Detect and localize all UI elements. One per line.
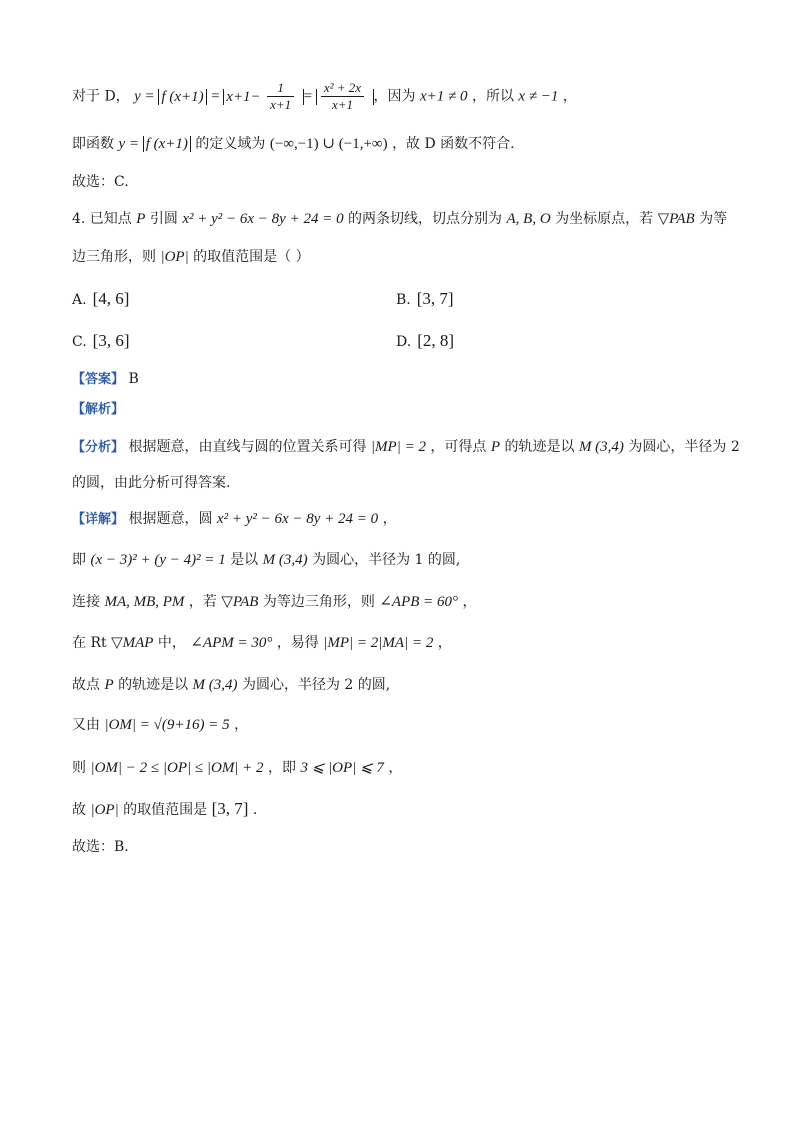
abs-fx: f (x+1) — [158, 89, 206, 105]
option-b-value: [3, 7] — [416, 289, 454, 308]
xj-l4-angle: ∠APM = 30° — [190, 635, 273, 651]
fenxi-m: M (3,4) — [578, 439, 624, 455]
fenxi-text-1: 根据题意，由直线与圆的位置关系可得 — [128, 439, 371, 455]
option-c-value: [3, 6] — [92, 331, 130, 350]
option-b — [396, 288, 454, 311]
xj-l4-end: ， — [437, 635, 452, 651]
xj-l8-end: . — [252, 802, 258, 818]
option-b-label: B. — [396, 292, 411, 308]
domain-line — [72, 133, 515, 155]
xj-l4-eq: |MP| = 2|MA| = 2 — [323, 635, 434, 651]
option-c — [72, 330, 130, 353]
xj-l5-p: P — [104, 677, 114, 693]
q4-number: 4. 已知点 — [72, 211, 137, 227]
xj-l3-rest: 为等边三角形，则 — [262, 594, 380, 610]
answer-value: B — [128, 371, 139, 387]
domain-fn: y = — [118, 136, 143, 152]
fenxi-line-1 — [72, 436, 740, 459]
option-a — [72, 288, 129, 311]
xj-l1-eq: x² + y² − 6x − 8y + 24 = 0 — [216, 511, 379, 527]
xj-l5-prefix: 故点 — [72, 677, 105, 693]
abs-expression-2 — [316, 80, 374, 112]
xj-l5-end: 为圆心，半径为 2 的圆, — [241, 677, 391, 693]
xiangjie-line-3 — [72, 591, 476, 613]
xj-l2-m: M (3,4) — [262, 552, 308, 568]
option-c-label: C. — [72, 334, 87, 350]
xj-l5-mid: 的轨迹是以 — [118, 677, 193, 693]
xj-l6-end: ， — [234, 717, 249, 733]
option-d-label: D. — [396, 334, 412, 350]
condition-expr: x+1 ≠ 0 — [419, 88, 468, 105]
xj-l5-m: M (3,4) — [192, 677, 238, 693]
d-line-end: ， — [562, 88, 577, 105]
equals-1: = — [211, 88, 224, 105]
fraction-2 — [321, 80, 364, 113]
xj-l1-end: ， — [382, 511, 397, 527]
fenxi-p: P — [490, 439, 501, 455]
xiangjie-tag: 【详解】 — [72, 512, 125, 527]
xj-l3-segs: MA, MB, PM — [104, 594, 185, 610]
option-d-value: [2, 8] — [417, 331, 455, 350]
xj-l7-prefix: 则 — [72, 760, 91, 776]
xj-l2-mid: 是以 — [230, 552, 263, 568]
xj-l3-prefix: 连接 — [72, 594, 105, 610]
fraction-1-numerator: 1 — [267, 80, 294, 97]
y-equals: y = — [134, 88, 159, 105]
fenxi-line-2: 的圆，由此分析可得答案. — [72, 475, 231, 491]
answer-tag: 【答案】 — [72, 372, 125, 387]
q4-text-b: 的两条切线，切点分别为 — [348, 211, 507, 227]
abs-expression-1 — [223, 80, 303, 112]
domain-text: 的定义域为 — [195, 136, 270, 152]
xj-l8-range: [3, 7] — [211, 799, 249, 818]
xj-l4-rest: ，易得 — [276, 635, 324, 651]
because-text: ，因为 — [373, 88, 420, 105]
xj-l8-mid: 的取值范围是 — [123, 802, 212, 818]
xj-l3-tri: ▽PAB — [221, 594, 259, 610]
xj-l3-mid: ，若 — [188, 594, 222, 610]
xj-l4-mid: 中， — [157, 635, 186, 651]
xj-l8-prefix: 故 — [72, 802, 91, 818]
q4-text-a: 引圆 — [149, 211, 183, 227]
fenxi-tag: 【分析】 — [72, 440, 125, 455]
xj-l2-end: 为圆心，半径为 1 的圆, — [312, 552, 461, 568]
q4-points: A, B, O — [506, 211, 551, 227]
analysis-tag: 【解析】 — [72, 402, 125, 417]
choose-c-line: 故选：C. — [72, 174, 129, 190]
d-prefix: 对于 D， — [72, 88, 130, 105]
x-plus-1-minus: x+1− — [226, 88, 261, 105]
q4-text-f: 的取值范围是（ ） — [193, 249, 310, 265]
answer-line — [72, 368, 139, 391]
xiangjie-line-8 — [72, 798, 257, 821]
xj-l2-prefix: 即 — [72, 552, 91, 568]
xj-l3-angle: ∠APB = 60° — [379, 594, 459, 610]
q4-text-d: 为等 — [699, 211, 728, 227]
fenxi-mp: |MP| = 2 — [370, 439, 426, 455]
option-a-label: A. — [72, 292, 87, 308]
fenxi-text-3: 的轨迹是以 — [504, 439, 579, 455]
so-text: ，所以 — [471, 88, 519, 105]
fraction-1 — [267, 80, 294, 113]
q4-text-c: 为坐标原点，若 — [555, 211, 658, 227]
option-d — [396, 330, 454, 353]
domain-suffix: ，故 D 函数不符合. — [392, 136, 515, 152]
xj-l7-mid: ，即 — [268, 760, 301, 776]
equals-2: = — [303, 88, 316, 105]
fraction-2-numerator: x² + 2x — [321, 80, 364, 97]
domain-prefix: 即函数 — [72, 136, 119, 152]
d-analysis-line — [72, 80, 577, 113]
xj-l2-eq: (x − 3)² + (y − 4)² = 1 — [90, 552, 226, 568]
xj-l3-end: ， — [462, 594, 477, 610]
xiangjie-line-5 — [72, 674, 390, 696]
xj-l7-eq: |OM| − 2 ≤ |OP| ≤ |OM| + 2 — [90, 760, 264, 776]
xj-l1-text: 根据题意，圆 — [128, 511, 217, 527]
xj-l7-eq2: 3 ⩽ |OP| ⩽ 7 — [300, 760, 384, 776]
final-choice-line: 故选：B. — [72, 839, 129, 855]
domain-fn-abs: f (x+1) — [143, 136, 191, 152]
fraction-2-denominator: x+1 — [331, 97, 353, 112]
xiangjie-line-4 — [72, 632, 452, 654]
xiangjie-line-7 — [72, 757, 402, 779]
question-4-line-1 — [72, 208, 727, 230]
conclusion-expr: x ≠ −1 — [518, 88, 559, 105]
q4-circle-eq: x² + y² − 6x − 8y + 24 = 0 — [182, 211, 344, 227]
option-a-value: [4, 6] — [92, 289, 130, 308]
xiangjie-line-1 — [72, 508, 397, 531]
q4-text-e: 边三角形，则 — [72, 249, 161, 265]
q4-op: |OP| — [160, 249, 189, 265]
xj-l4-tri: ▽MAP — [111, 635, 154, 651]
q4-point-p: P — [136, 211, 146, 227]
xj-l8-op: |OP| — [90, 802, 119, 818]
fenxi-text-2: ，可得点 — [430, 439, 491, 455]
xj-l6-prefix: 又由 — [72, 717, 105, 733]
xj-l6-eq: |OM| = √(9+16) = 5 — [104, 717, 230, 733]
question-4-line-2 — [72, 246, 310, 268]
xiangjie-line-2 — [72, 549, 460, 571]
xiangjie-line-6 — [72, 714, 248, 736]
domain-interval: (−∞,−1) ∪ (−1,+∞) — [269, 136, 388, 152]
analysis-tag-line — [72, 398, 124, 421]
xj-l7-end: ， — [388, 760, 403, 776]
fraction-1-denominator: x+1 — [270, 97, 292, 112]
q4-triangle: ▽PAB — [657, 211, 695, 227]
fenxi-text-4: 为圆心，半径为 2 — [628, 439, 740, 455]
xj-l4-prefix: 在 Rt — [72, 635, 112, 651]
